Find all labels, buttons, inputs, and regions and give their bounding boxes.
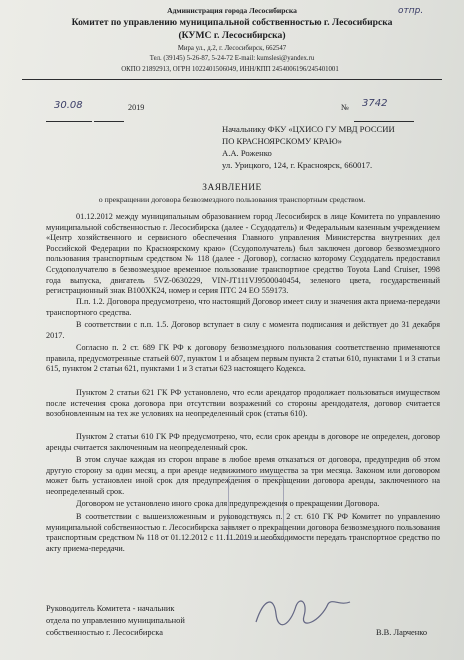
recipient-line-2: ПО КРАСНОЯРСКОМУ КРАЮ» — [222, 136, 342, 146]
letterhead-contacts: Тел. (39145) 5-26-87, 5-24-72 E-mail: kumslesi@yandex.ru — [149, 55, 315, 62]
outgoing-year: 2019 — [128, 103, 145, 112]
handwritten-mark: отпр. — [398, 6, 424, 16]
recipient-line-1: Начальнику ФКУ «ЦХИСО ГУ МВД РОССИИ — [222, 124, 395, 134]
outgoing-number-sign: № — [341, 103, 349, 112]
paragraph-acceptance-act: П.п. 1.2. Договора предусмотрено, что настоящий Договор имеет силу и значения акта приема-передачи транспортного средства. — [46, 297, 440, 317]
paragraph-article-689: Согласно п. 2 ст. 689 ГК РФ к договору безвозмездного пользования соответственно применяются правила, предусмотренные статьей 607, пунктом 1 и абзацем первым пункта 2 статьи 610, пунктами 1 и 3 статьи 615, пунктом 2 статьи 621, пунктами 1 и 3 статьи 623 настоящего Кодекса. — [46, 343, 440, 374]
letterhead-administration: Администрация города Лесосибирска — [167, 6, 297, 15]
signature-position-2: отдела по управлению муниципальной — [46, 616, 185, 625]
letterhead-address: Мира ул., д.2, г. Лесосибирск, 662547 — [177, 45, 287, 52]
paragraph-contract-conclusion: 01.12.2012 между муниципальным образованием город Лесосибирск в лице Комитета по управлению муниципальной собственностью г. Лесосибирска (далее - Ссудодатель) и Федеральным казенным учреждением «Центр хозяйственного и сервисного обеспечения Главного управления Министерства внутренних дел Российской Федерации по Красноярскому краю» (Ссудополучатель) был заключен договор безвозмездного пользования транспортным средством № 118 (далее - Договор), согласно которому Ссудодатель предоставил Ссудополучателю в безвозмездное временное пользование транспортное средство Toyota Land Cruiser, 1998 года выпуска, двигатель 5VZ-0630229, VIN-JT111VJ9500040454, зеленого цвета, государственный регистрационный знак В100ХК24, номер и серия ПТС 24 ЕО 559173. — [46, 212, 440, 296]
letterhead-committee: Комитет по управлению муниципальной собственностью г. Лесосибирска — [71, 17, 393, 28]
letterhead-abbreviation: (КУМС г. Лесосибирска) — [178, 30, 286, 41]
letterhead-divider — [22, 79, 442, 80]
outgoing-number-line — [354, 110, 414, 122]
signature-position-3: собственностью г. Лесосибирска — [46, 628, 163, 637]
paragraph-termination-notice: В этом случае каждая из сторон вправе в любое время отказаться от договора, предупредив об этом другую сторону за один месяц, а при аренде недвижимого имущества за три месяца. Законом или договором может быть установлен иной срок для предупреждения о прекращении договора аренды, заключенного на неопределенный срок. — [46, 455, 440, 496]
outgoing-date: 30.08 — [54, 100, 83, 111]
handwritten-signature — [250, 592, 360, 632]
signature-position-1: Руководитель Комитета - начальник — [46, 604, 175, 613]
stamp-mark — [228, 476, 284, 540]
recipient-line-4: ул. Урицкого, 124, г. Красноярск, 660017. — [222, 160, 373, 170]
paragraph-article-610: Пунктом 2 статьи 610 ГК РФ предусмотрено, что, если срок аренды в договоре не определен, договор аренды считается заключенным на неопределенный срок. — [46, 432, 440, 452]
signatory-name: В.В. Ларченко — [376, 628, 428, 637]
paragraph-declaration: В соответствии с вышеизложенным и руководствуясь п. 2 ст. 610 ГК РФ Комитет по управлению муниципальной собственностью г. Лесосибирска заявляет о прекращении договора безвозмездного пользования транспортным средством № 118 от 01.12.2012 с 11.11.2019 и необходимости передать транспортное средство по акту приема-передачи. — [46, 512, 440, 553]
paragraph-no-other-term: Договором не установлено иного срока для предупреждения о прекращении Договора. — [76, 499, 380, 508]
letterhead-requisites: ОКПО 21892913, ОГРН 1022401506049, ИНН/КПП 2454006196/245401001 — [121, 66, 339, 73]
document-title: ЗАЯВЛЕНИЕ — [202, 183, 262, 193]
outgoing-date-line-2 — [94, 110, 124, 122]
paragraph-term: В соответствии с п.п. 1.5. Договор вступает в силу с момента подписания и действует до 31 декабря 2017. — [46, 320, 440, 340]
document-subtitle: о прекращении договора безвозмездного пользования транспортным средством. — [98, 195, 366, 204]
recipient-line-3: А.А. Роженко — [222, 148, 272, 158]
paragraph-article-621: Пунктом 2 статьи 621 ГК РФ установлено, что если арендатор продолжает пользоваться имуществом после истечения срока договора при отсутствии возражений со стороны арендодателя, договор считается возобновленным на тех же условиях на неопределенный срок (статья 610). — [46, 388, 440, 419]
outgoing-number: 3742 — [362, 98, 388, 109]
outgoing-date-line — [46, 110, 92, 122]
